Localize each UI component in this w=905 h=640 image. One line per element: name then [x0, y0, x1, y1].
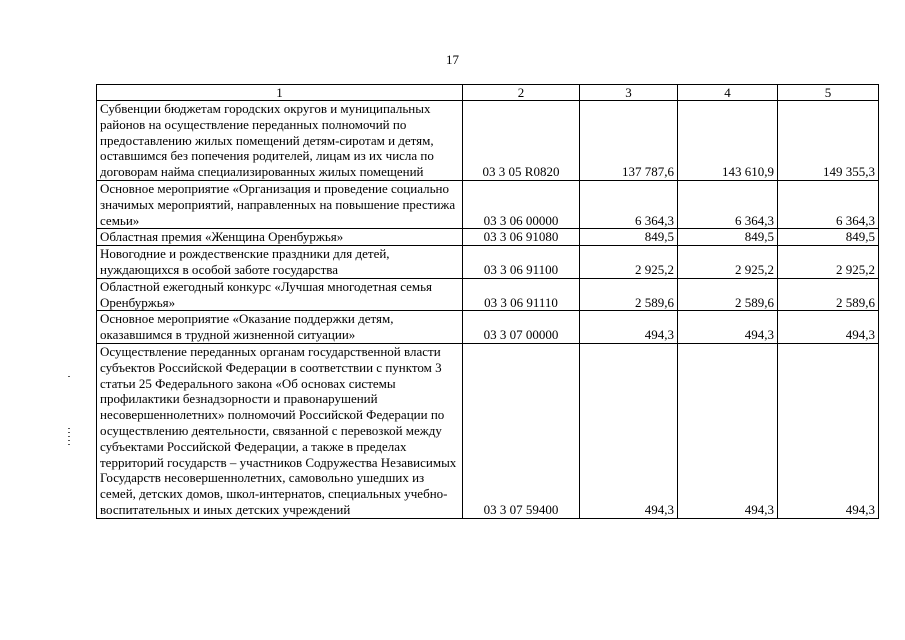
row-value-1: 494,3 — [580, 343, 678, 518]
column-header-4: 4 — [678, 85, 778, 101]
row-code: 03 3 06 91100 — [463, 246, 580, 279]
row-code: 03 3 07 00000 — [463, 311, 580, 344]
row-value-3: 494,3 — [778, 343, 879, 518]
row-value-3: 2 925,2 — [778, 246, 879, 279]
table-row — [97, 229, 879, 246]
table-header-row — [97, 85, 879, 101]
table-row — [97, 311, 879, 344]
row-name: Субвенции бюджетам городских округов и муниципальных районов на осуществление переданных полномочий по предоставлению жилых помещений детям-сиротам и детям, оставшимся без попечения родителей, лицам из их числа по договорам найма специализированных жилых помещений — [97, 101, 463, 181]
row-code: 03 3 05 R0820 — [463, 101, 580, 181]
row-value-2: 2 589,6 — [678, 278, 778, 311]
row-value-2: 2 925,2 — [678, 246, 778, 279]
row-value-2: 494,3 — [678, 311, 778, 344]
column-header-1: 1 — [97, 85, 463, 101]
row-value-3: 2 589,6 — [778, 278, 879, 311]
row-name: Основное мероприятие «Организация и проведение социально значимых мероприятий, направленных на повышение престижа семьи» — [97, 180, 463, 228]
table-row — [97, 343, 879, 518]
column-header-5: 5 — [778, 85, 879, 101]
row-code: 03 3 06 00000 — [463, 180, 580, 228]
page-number: 17 — [446, 52, 459, 67]
row-value-2: 494,3 — [678, 343, 778, 518]
table-row — [97, 246, 879, 279]
row-name: Областная премия «Женщина Оренбуржья» — [97, 229, 463, 246]
row-code: 03 3 07 59400 — [463, 343, 580, 518]
row-value-3: 494,3 — [778, 311, 879, 344]
table-row — [97, 180, 879, 228]
column-header-3: 3 — [580, 85, 678, 101]
budget-table — [96, 84, 879, 519]
row-value-3: 6 364,3 — [778, 180, 879, 228]
row-name: Основное мероприятие «Оказание поддержки детям, оказавшимся в трудной жизненной ситуации» — [97, 311, 463, 344]
row-value-3: 149 355,3 — [778, 101, 879, 181]
row-value-1: 2 925,2 — [580, 246, 678, 279]
row-value-1: 137 787,6 — [580, 101, 678, 181]
row-value-1: 2 589,6 — [580, 278, 678, 311]
table-row — [97, 278, 879, 311]
row-value-1: 6 364,3 — [580, 180, 678, 228]
column-header-2: 2 — [463, 85, 580, 101]
table-row — [97, 101, 879, 181]
row-value-2: 6 364,3 — [678, 180, 778, 228]
row-code: 03 3 06 91080 — [463, 229, 580, 246]
row-code: 03 3 06 91110 — [463, 278, 580, 311]
row-value-1: 849,5 — [580, 229, 678, 246]
row-value-3: 849,5 — [778, 229, 879, 246]
row-name: Областной ежегодный конкурс «Лучшая многодетная семья Оренбуржья» — [97, 278, 463, 311]
row-name: Осуществление переданных органам государственной власти субъектов Российской Федерации в соответствии с пунктом 3 статьи 25 Федерального закона «Об основах системы профилактики безнадзорности и правонарушений несовершеннолетних» полномочий Российской Федерации по осуществлению деятельности, связанной с перевозкой между субъектами Российской Федерации, а также в пределах территорий государств – участников Содружества Независимых Государств несовершеннолетних, самовольно ушедших из семей, детских домов, школ-интернатов, специальных учебно-воспитательных и иных детских учреждений — [97, 343, 463, 518]
row-value-2: 849,5 — [678, 229, 778, 246]
row-value-1: 494,3 — [580, 311, 678, 344]
row-name: Новогодние и рождественские праздники для детей, нуждающихся в особой заботе государства — [97, 246, 463, 279]
margin-marks — [68, 376, 72, 456]
row-value-2: 143 610,9 — [678, 101, 778, 181]
